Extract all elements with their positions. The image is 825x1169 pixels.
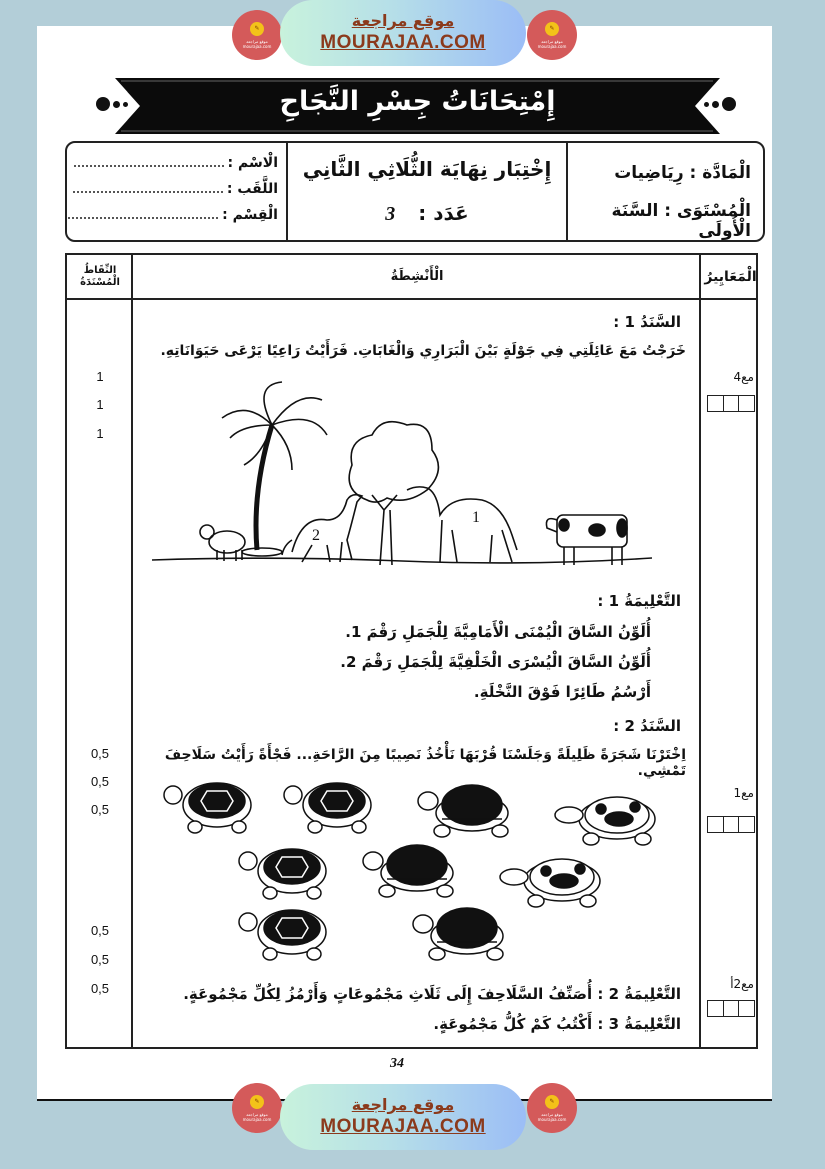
site-logo-right bbox=[527, 10, 577, 60]
subject-info bbox=[568, 143, 763, 240]
point-value: 0,5 bbox=[90, 952, 110, 967]
level-line: الْمُسْتَوَى : السَّنَة الْأُولَى bbox=[611, 201, 751, 241]
instruction2: التَّعْلِيمَةُ 2 : أُصَنِّفُ السَّلَاحِفَ إِلَى ثَلَاثِ مَجْمُوعَاتٍ وَأَرْمُزُ لِكُلِّ مَجْمُوعَةٍ. bbox=[183, 985, 681, 1003]
class-label: الْقِسْم : bbox=[222, 207, 278, 223]
exam-title: إِخْتِبَار نِهَايَة الثُّلَاثِي الثَّانِي bbox=[302, 157, 552, 181]
camel-2-label: 2 bbox=[312, 527, 320, 544]
header-points-line2: الْمُسْنَدَةُ bbox=[80, 276, 120, 288]
instruction3: التَّعْلِيمَةُ 3 : أَكْتُبُ كَمْ كُلُّ مَجْمُوعَةٍ. bbox=[433, 1015, 681, 1033]
site-banner-bottom[interactable] bbox=[280, 1084, 526, 1150]
header-points bbox=[67, 255, 133, 298]
document1-text: خَرَجْتُ مَعَ عَائِلَتِي فِي جَوْلَةٍ بَيْنَ الْبَرَارِي وَالْغَابَاتِ. فَرَأَيْتُ رَاعِيًا يَرْعَى حَيَوَانَاتِهِ. bbox=[160, 343, 686, 359]
site-banner-arabic[interactable]: موقع مراجعة bbox=[351, 11, 455, 30]
point-value: 0,5 bbox=[90, 774, 110, 789]
logo-icon: ✎ bbox=[545, 1095, 559, 1109]
logo-caption: موقع مراجعة mourajaa.com bbox=[537, 1111, 567, 1122]
site-logo-left bbox=[232, 1083, 282, 1133]
point-value: 0,5 bbox=[90, 981, 110, 996]
site-banner-top[interactable] bbox=[280, 0, 526, 66]
logo-icon: ✎ bbox=[250, 22, 264, 36]
page-number: 34 bbox=[390, 1056, 404, 1071]
criterion-score-boxes[interactable] bbox=[707, 816, 755, 833]
surname-label: اللَّقَب : bbox=[226, 181, 278, 197]
logo-caption: موقع مراجعة mourajaa.com bbox=[537, 38, 567, 49]
header-activities: الْأَنْشِطَةُ bbox=[390, 269, 444, 284]
point-value: 0,5 bbox=[90, 802, 110, 817]
site-banner-arabic[interactable]: موقع مراجعة bbox=[351, 1095, 455, 1114]
ribbon-title: إِمْتِحَانَاتُ جِسْرِ النَّجَاحِ bbox=[279, 86, 556, 117]
exam-info bbox=[288, 143, 568, 240]
decoration-dots-right bbox=[704, 97, 736, 111]
class-input-line[interactable] bbox=[68, 209, 218, 219]
site-logo-right bbox=[527, 1083, 577, 1133]
exam-number-label: عَدَد : bbox=[418, 201, 469, 225]
point-value: 1 bbox=[96, 397, 104, 412]
farm-scene-illustration bbox=[152, 380, 652, 575]
criterion-label: مع2أ bbox=[730, 977, 754, 991]
site-banner-latin[interactable]: MOURAJAA.COM bbox=[320, 1116, 486, 1137]
student-info bbox=[67, 143, 288, 240]
class-field[interactable] bbox=[68, 207, 278, 223]
criterion-label: مع1 bbox=[733, 786, 754, 800]
name-input-line[interactable] bbox=[74, 157, 224, 167]
document2-text: اِخْتَرْنَا شَجَرَةً ظَلِيلَةً وَجَلَسْنَا قُرْبَهَا نَأْخُذُ نَصِيبًا مِنَ الرَّاحَةِ... فَجْأَةً رَأَيْتُ سَلَاحِفَ تَمْشِي. bbox=[164, 747, 686, 779]
exam-number bbox=[288, 201, 566, 226]
document1-label: السَّنَدُ 1 : bbox=[613, 313, 681, 331]
activities-table bbox=[65, 253, 758, 1049]
instruction1-item: أُلَوِّنُ السَّاقَ الْيُمْنَى الْأَمَامِيَّةَ لِلْجَمَلِ رَقْمَ 1. bbox=[345, 623, 651, 641]
instruction1-item: أُلَوِّنُ السَّاقَ الْيُسْرَى الْخَلْفِيَّةَ لِلْجَمَلِ رَقْمَ 2. bbox=[340, 653, 651, 671]
point-value: 0,5 bbox=[90, 923, 110, 938]
title-ribbon bbox=[115, 76, 720, 136]
criterion-label: مع4 bbox=[733, 370, 754, 384]
site-banner-latin[interactable]: MOURAJAA.COM bbox=[320, 32, 486, 53]
criterion-score-boxes[interactable] bbox=[707, 1000, 755, 1017]
exam-number-value: 3 bbox=[385, 203, 396, 225]
logo-caption: موقع مراجعة mourajaa.com bbox=[242, 1111, 272, 1122]
header-divider bbox=[67, 298, 756, 300]
exam-header bbox=[65, 141, 765, 242]
surname-input-line[interactable] bbox=[73, 183, 223, 193]
document2-label: السَّنَدُ 2 : bbox=[613, 717, 681, 735]
camel-1-label: 1 bbox=[472, 509, 480, 526]
subject-line: الْمَادَّة : رِيَاضِيات bbox=[614, 163, 751, 183]
logo-icon: ✎ bbox=[250, 1095, 264, 1109]
turtles-illustration bbox=[152, 777, 702, 977]
logo-icon: ✎ bbox=[545, 22, 559, 36]
point-value: 1 bbox=[96, 426, 104, 441]
logo-caption: موقع مراجعة mourajaa.com bbox=[242, 38, 272, 49]
criterion-score-boxes[interactable] bbox=[707, 395, 755, 412]
criteria-column bbox=[701, 255, 760, 1047]
site-logo-left bbox=[232, 10, 282, 60]
point-value: 0,5 bbox=[90, 746, 110, 761]
header-criteria: الْمَعَايِيرُ bbox=[704, 268, 757, 285]
surname-field[interactable] bbox=[73, 181, 278, 197]
instruction1-label: التَّعْلِيمَةُ 1 : bbox=[597, 592, 681, 610]
point-value: 1 bbox=[96, 369, 104, 384]
instruction1-item: أَرْسُمُ طَائِرًا فَوْقَ النَّخْلَةِ. bbox=[473, 683, 651, 701]
header-points-line1: النِّقَاطُ bbox=[83, 264, 117, 276]
name-label: الْاسْم : bbox=[227, 155, 278, 171]
name-field[interactable] bbox=[74, 155, 278, 171]
